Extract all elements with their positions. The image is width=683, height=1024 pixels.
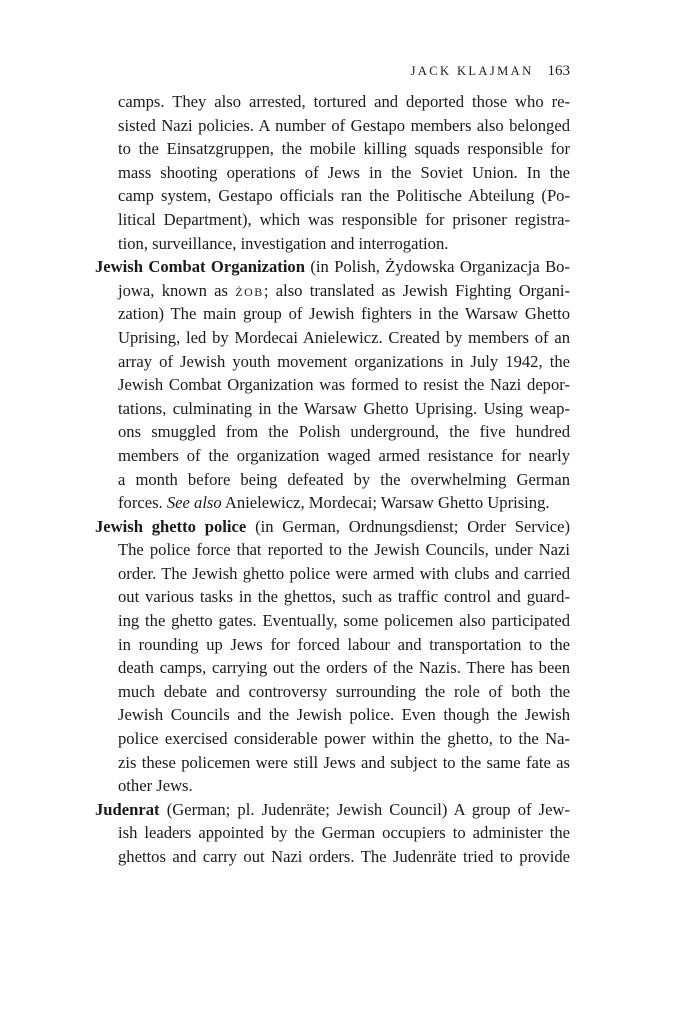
- entry-first-line: [95, 798, 570, 822]
- glossary-term: Jewish ghetto police: [95, 516, 247, 536]
- text-line: a month before being defeated by the overwhelming German: [118, 469, 570, 489]
- text-line: [95, 279, 570, 303]
- text-line: order. The Jewish ghetto police were armed with clubs and carried: [118, 563, 570, 583]
- glossary-text: [95, 90, 570, 869]
- text-line: death camps, carrying out the orders of the Nazis. There has been: [118, 658, 570, 678]
- text-line: ons smuggled from the Polish underground, the five hundred: [118, 422, 570, 442]
- definition-text: (in Polish, Żydowska Organizacja Bo-: [304, 257, 571, 277]
- glossary-entry-jewish-combat-organization: [95, 255, 570, 515]
- text-line: Jewish Combat Organization was formed to resist the Nazi depor-: [118, 375, 570, 395]
- entry-first-line: [95, 515, 570, 539]
- text-line: mass shooting operations of Jews in the Soviet Union. In the: [118, 162, 570, 182]
- page-number: 163: [547, 63, 570, 79]
- text-line: much debate and controversy surrounding the role of both the: [118, 681, 570, 701]
- text-line: tion, surveillance, investigation and interrogation.: [118, 233, 449, 253]
- running-head: [95, 62, 570, 81]
- text-line: out various tasks in the ghettos, such as traffic control and guard-: [118, 587, 570, 607]
- entry-first-line: [95, 255, 570, 279]
- definition-text: jowa, known as: [118, 280, 236, 300]
- glossary-entry-judenrat: [95, 798, 570, 869]
- text-line: other Jews.: [118, 776, 193, 796]
- text-line: Uprising, led by Mordecai Anielewicz. Created by members of an: [118, 327, 570, 347]
- text-line: to the Einsatzgruppen, the mobile killing squads responsible for: [118, 139, 570, 159]
- definition-text: forces.: [118, 493, 167, 513]
- text-line: ghettos and carry out Nazi orders. The Judenräte tried to provide: [118, 847, 570, 866]
- text-line: The police force that reported to the Jewish Councils, under Nazi: [118, 540, 570, 560]
- text-line: zation) The main group of Jewish fighters in the Warsaw Ghetto: [118, 304, 570, 324]
- text-line: camps. They also arrested, tortured and deported those who re-: [118, 92, 570, 111]
- text-line: in rounding up Jews for forced labour and transportation to the: [118, 634, 570, 654]
- see-also-label: See also: [166, 493, 222, 513]
- text-line: tations, culminating in the Warsaw Ghetto Uprising. Using weap-: [118, 398, 570, 418]
- glossary-term: Jewish Combat Organization: [95, 257, 305, 277]
- text-line: members of the organization waged armed resistance for nearly: [118, 445, 570, 465]
- definition-text: (German; pl. Judenräte; Jewish Council) A group of Jew-: [159, 799, 570, 819]
- text-line: ing the ghetto gates. Eventually, some policemen also participated: [118, 611, 570, 631]
- text-line: sisted Nazi policies. A number of Gestapo members also belonged: [118, 115, 570, 135]
- text-line: ish leaders appointed by the German occupiers to administer the: [118, 823, 570, 843]
- text-line: [95, 491, 570, 515]
- text-line: litical Department), which was responsible for prisoner registra-: [118, 209, 570, 229]
- text-line: Jewish Councils and the Jewish police. Even though the Jewish: [118, 705, 570, 725]
- glossary-term: Judenrat: [95, 799, 160, 819]
- text-line: array of Jewish youth movement organizations in July 1942, the: [118, 351, 570, 371]
- definition-text: (in German, Ordnungsdienst; Order Service): [246, 516, 570, 536]
- definition-text: ; also translated as Jewish Fighting Organi-: [263, 280, 571, 300]
- glossary-entry-jewish-ghetto-police: [95, 515, 570, 798]
- glossary-entry-gestapo-continued: [95, 90, 570, 255]
- text-line: zis these policemen were still Jews and subject to the same fate as: [118, 752, 570, 772]
- text-line: police exercised considerable power within the ghetto, to the Na-: [118, 729, 570, 749]
- text-line: camp system, Gestapo officials ran the Politische Abteilung (Po-: [118, 186, 570, 206]
- running-head-author: JACK KLAJMAN: [410, 64, 534, 78]
- cross-reference: Anielewicz, Mordecai; Warsaw Ghetto Uprising.: [221, 493, 550, 513]
- acronym-zob: żob: [235, 280, 264, 300]
